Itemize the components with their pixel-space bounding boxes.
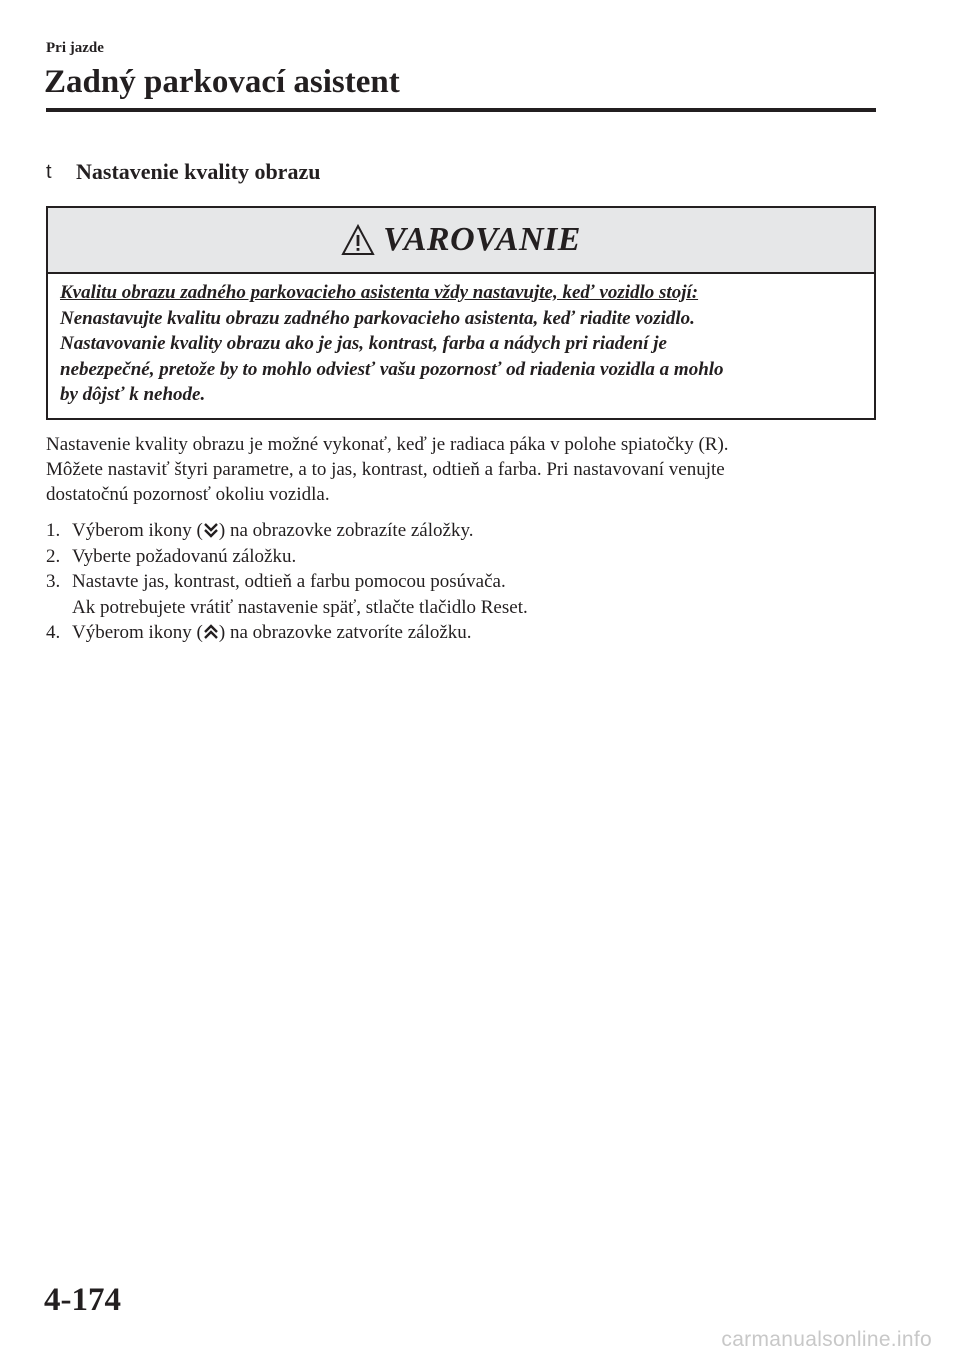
step-number: 3. (46, 571, 61, 592)
step-text: ) na obrazovke zatvoríte záložku. (218, 622, 472, 643)
body-line: Môžete nastaviť štyri parametre, a to jas, kontrast, odtieň a farba. Pri nastavovaní venujte (46, 459, 725, 480)
double-chevron-down-icon (203, 521, 219, 539)
step-text: Nastavte jas, kontrast, odtieň a farbu pomocou posúvača. (72, 571, 506, 592)
step-number: 2. (46, 545, 61, 567)
body-paragraph (46, 432, 876, 507)
watermark: carmanualsonline.info (721, 1328, 932, 1351)
warning-box (46, 206, 876, 420)
warning-title: VAROVANIE (383, 221, 581, 258)
step-number: 4. (46, 622, 61, 643)
body-line: Nastavenie kvality obrazu je možné vykonať, keď je radiaca páka v polohe spiatočky (R). (46, 434, 729, 455)
step-content (72, 518, 876, 544)
warning-line: Nastavovanie kvality obrazu ako je jas, kontrast, farba a nádych pri riadení je (60, 333, 667, 354)
warning-lead: Kvalitu obrazu zadného parkovacieho asistenta vždy nastavujte, keď vozidlo stojí: (60, 282, 699, 303)
step-text: Výberom ikony ( (72, 622, 203, 643)
step-content (72, 569, 876, 620)
page-number: 4-174 (44, 1282, 121, 1318)
step-subtext: Ak potrebujete vrátiť nastavenie späť, stlačte tlačidlo Reset. (72, 596, 528, 618)
subheading (46, 158, 320, 186)
warning-header (48, 208, 874, 274)
subheading-bullet: t (46, 161, 52, 183)
warning-triangle-icon (341, 224, 375, 256)
step-text: Vyberte požadovanú záložku. (72, 545, 297, 567)
subheading-text: Nastavenie kvality obrazu (76, 159, 321, 184)
warning-line: by dôjsť k nehode. (60, 384, 206, 405)
title-rule (46, 108, 876, 112)
steps-list (46, 518, 876, 646)
list-item (46, 544, 876, 570)
body-line: dostatočnú pozornosť okoliu vozidla. (46, 484, 330, 505)
step-text: ) na obrazovke zobrazíte záložky. (218, 520, 474, 541)
step-number: 1. (46, 520, 61, 541)
list-item (46, 518, 876, 544)
page-title: Zadný parkovací asistent (44, 64, 400, 100)
step-content (72, 620, 876, 646)
warning-body (48, 274, 874, 408)
section-label: Pri jazde (46, 40, 104, 56)
list-item (46, 569, 876, 620)
list-item (46, 620, 876, 646)
step-text: Výberom ikony ( (72, 520, 203, 541)
warning-line: nebezpečné, pretože by to mohlo odviesť vašu pozornosť od riadenia vozidla a mohlo (60, 358, 724, 380)
double-chevron-up-icon (203, 623, 219, 641)
warning-line: Nenastavujte kvalitu obrazu zadného parkovacieho asistenta, keď riadite vozidlo. (60, 307, 695, 329)
